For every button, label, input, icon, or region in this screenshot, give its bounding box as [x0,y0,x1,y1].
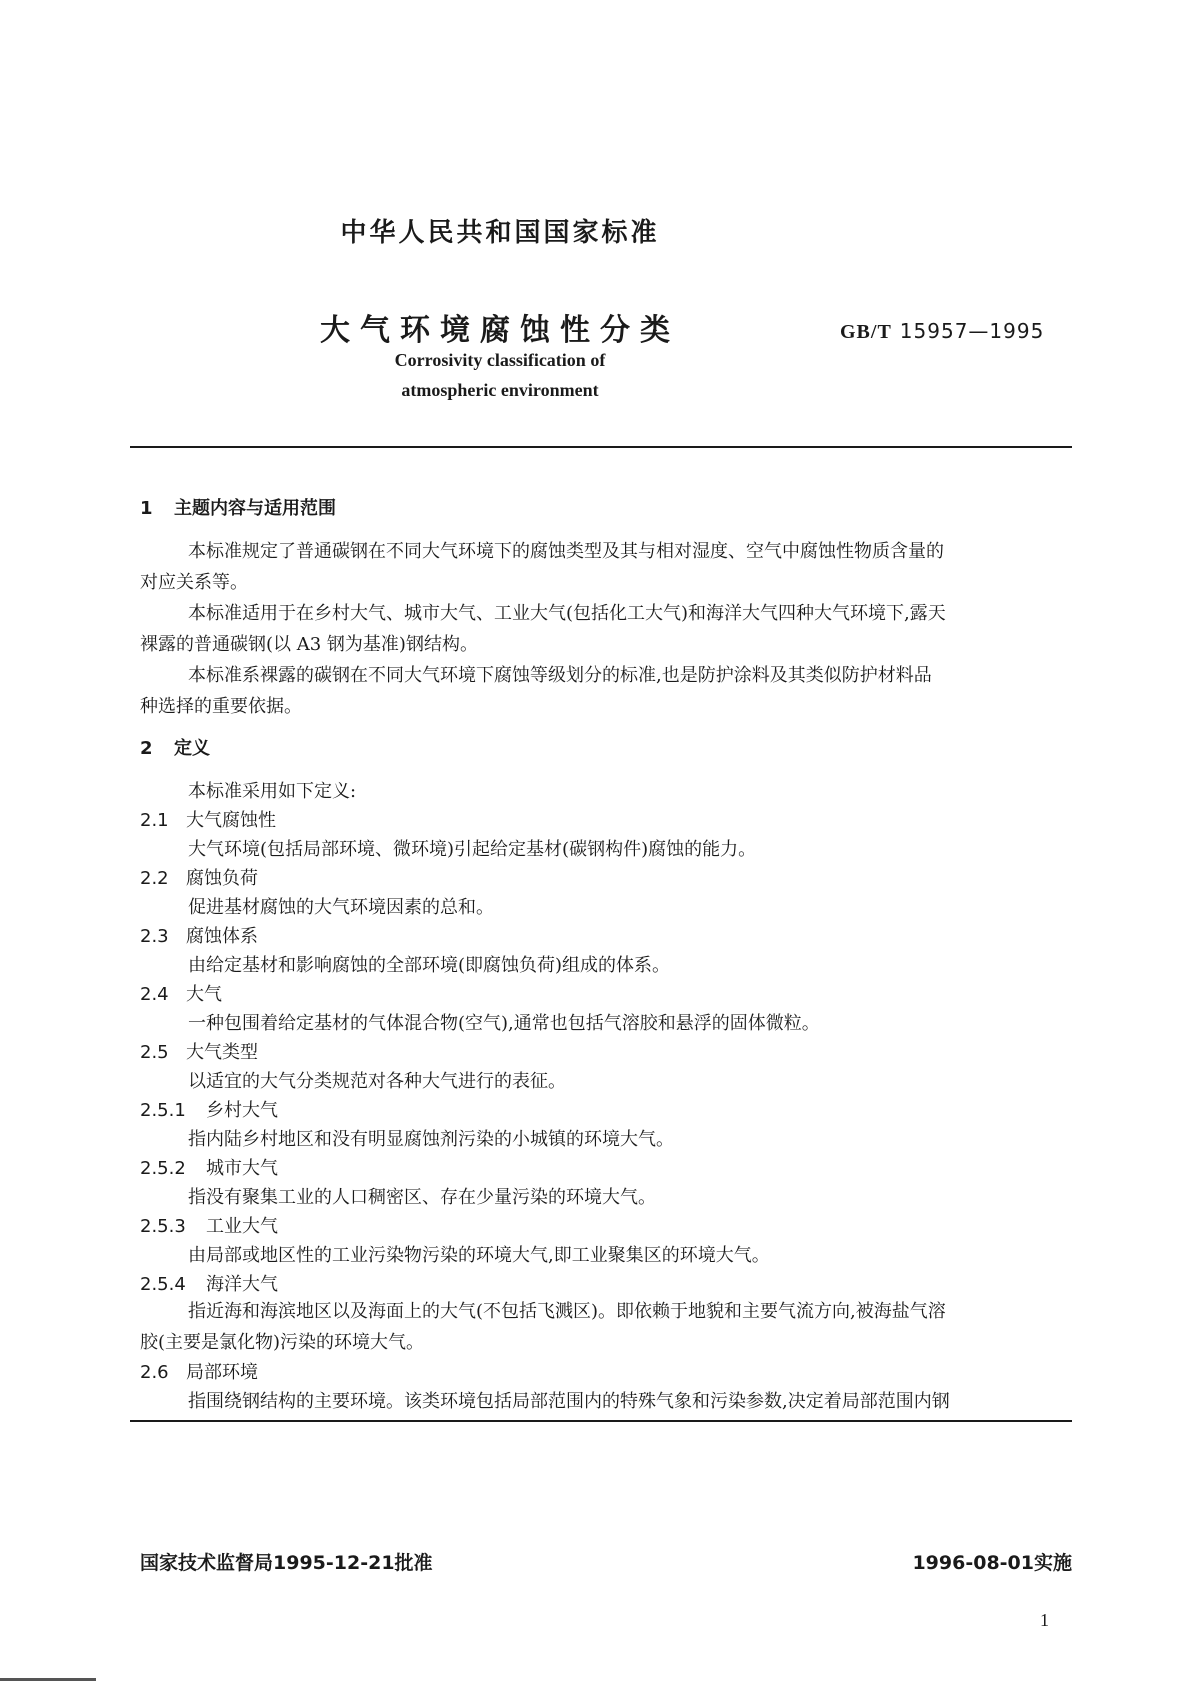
clause-2-5-1-term: 2.5.1 乡村大气 [140,1100,278,1121]
clause-2-1-term: 2.1 大气腐蚀性 [140,810,276,831]
english-title-line2: atmospheric environment [401,380,599,400]
clause-2-5-3-term: 2.5.3 工业大气 [140,1216,278,1237]
clause-2-3-term: 2.3 腐蚀体系 [140,926,258,947]
clause-2-5-2-definition: 指没有聚集工业的人口稠密区、存在少量污染的环境大气。 [188,1187,656,1208]
document-title: 大气环境腐蚀性分类 [320,313,680,348]
standard-prefix: GB/T [840,321,892,343]
scan-edge-mark [0,1678,96,1681]
section-1-paragraph-2: 本标准适用于在乡村大气、城市大气、工业大气(包括化工大气)和海洋大气四种大气环境下,露天 裸露的普通碳钢(以 A3 钢为基准)钢结构。 [140,603,946,655]
clause-2-6-term: 2.6 局部环境 [140,1362,258,1383]
clause-2-5-4-definition: 指近海和海滨地区以及海面上的大气(不包括飞溅区)。即依赖于地貌和主要气流方向,被海盐气溶 胶(主要是氯化物)污染的环境大气。 [140,1301,946,1353]
section-2-heading: 2 定义 [140,738,210,759]
section-1-paragraph-3: 本标准系裸露的碳钢在不同大气环境下腐蚀等级划分的标准,也是防护涂料及其类似防护材料品 种选择的重要依据。 [140,665,932,717]
section-1-paragraph-1: 本标准规定了普通碳钢在不同大气环境下的腐蚀类型及其与相对湿度、空气中腐蚀性物质含量的 对应关系等。 [140,541,944,593]
standard-number [840,319,1044,344]
section-2-intro: 本标准采用如下定义: [188,781,357,802]
clause-2-5-term: 2.5 大气类型 [140,1042,258,1063]
clause-2-5-1-definition: 指内陆乡村地区和没有明显腐蚀剂污染的小城镇的环境大气。 [188,1129,674,1150]
section-1-heading: 1 主题内容与适用范围 [140,498,336,519]
clause-2-3-definition: 由给定基材和影响腐蚀的全部环境(即腐蚀负荷)组成的体系。 [188,955,671,976]
approval-line: 国家技术监督局1995-12-21批准 [140,1552,433,1574]
standard-code: 15957—1995 [899,319,1045,343]
footer-divider [130,1420,1072,1422]
english-title-line1: Corrosivity classification of [394,350,606,370]
clause-2-5-4-term: 2.5.4 海洋大气 [140,1274,278,1295]
page-number: 1 [1040,1610,1049,1630]
effective-date: 1996-08-01实施 [912,1552,1072,1574]
clause-2-5-2-term: 2.5.2 城市大气 [140,1158,278,1179]
clause-2-5-3-definition: 由局部或地区性的工业污染物污染的环境大气,即工业聚集区的环境大气。 [188,1245,770,1266]
clause-2-2-definition: 促进基材腐蚀的大气环境因素的总和。 [188,897,494,918]
clause-2-4-definition: 一种包围着给定基材的气体混合物(空气),通常也包括气溶胶和悬浮的固体微粒。 [188,1013,820,1034]
national-standard-title: 中华人民共和国国家标准 [340,218,660,248]
header-divider [130,446,1072,448]
clause-2-6-definition: 指围绕钢结构的主要环境。该类环境包括局部范围内的特殊气象和污染参数,决定着局部范围内钢 [188,1391,950,1412]
clause-2-4-term: 2.4 大气 [140,984,222,1005]
clause-2-5-definition: 以适宜的大气分类规范对各种大气进行的表征。 [188,1071,566,1092]
clause-2-1-definition: 大气环境(包括局部环境、微环境)引起给定基材(碳钢构件)腐蚀的能力。 [188,839,757,860]
clause-2-2-term: 2.2 腐蚀负荷 [140,868,258,889]
